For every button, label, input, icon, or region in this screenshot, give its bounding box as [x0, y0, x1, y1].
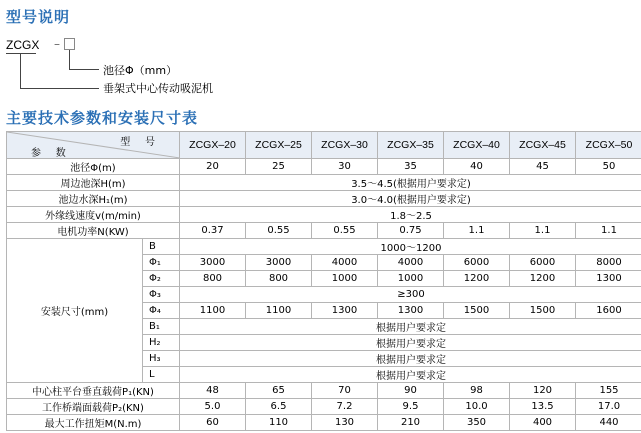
row-label-install: 安装尺寸(mm): [7, 239, 143, 383]
table-cell: 50: [576, 159, 641, 175]
header-model: ZCGX–50: [576, 132, 641, 159]
row-label: 外缘线速度v(m/min): [7, 207, 180, 223]
table-cell: 800: [246, 271, 312, 287]
table-cell: 1.1: [444, 223, 510, 239]
table-row-load-p2: [7, 399, 641, 415]
sub-label: Φ₄: [143, 303, 180, 319]
table-cell: 1300: [312, 303, 378, 319]
header-param-label: 参 数: [31, 148, 72, 159]
table-cell: 3000: [246, 255, 312, 271]
sub-label: H₂: [143, 335, 180, 351]
table-cell: 1600: [576, 303, 641, 319]
table-cell: 0.75: [378, 223, 444, 239]
sub-label: Φ₃: [143, 287, 180, 303]
table-cell: 10.0: [444, 399, 510, 415]
table-row-B: [7, 239, 641, 255]
table-cell: 1100: [246, 303, 312, 319]
table-cell: 1000: [378, 271, 444, 287]
header-model: ZCGX–30: [312, 132, 378, 159]
table-cell-merged: ≥300: [180, 287, 641, 303]
table-cell: 1100: [180, 303, 246, 319]
table-cell: 48: [180, 383, 246, 399]
table-row-load-p1: [7, 383, 641, 399]
table-cell: 3000: [180, 255, 246, 271]
model-dash: –: [54, 37, 60, 51]
table-header-row: [7, 132, 641, 159]
row-label: 池边水深H₁(m): [7, 191, 180, 207]
row-label: 最大工作扭矩M(N.m): [7, 415, 180, 431]
table-cell-merged: 3.5～4.5(根据用户要求定): [180, 175, 641, 191]
sub-label: L: [143, 367, 180, 383]
table-cell: 7.2: [312, 399, 378, 415]
header-model-label: 型 号: [120, 137, 161, 148]
table-cell: 30: [312, 159, 378, 175]
table-cell: 65: [246, 383, 312, 399]
row-label: 电机功率N(KW): [7, 223, 180, 239]
table-cell: 1.1: [576, 223, 641, 239]
section-title-parameters: 主要技术参数和安装尺寸表: [6, 109, 199, 127]
table-cell: 0.55: [246, 223, 312, 239]
table-cell: 6.5: [246, 399, 312, 415]
table-cell: 1500: [510, 303, 576, 319]
table-cell-merged: 3.0～4.0(根据用户要求定): [180, 191, 641, 207]
sub-label: B: [143, 239, 180, 255]
table-cell: 350: [444, 415, 510, 431]
table-cell: 0.37: [180, 223, 246, 239]
header-model: ZCGX–20: [180, 132, 246, 159]
header-diagonal-cell: [7, 132, 180, 159]
sub-label: H₃: [143, 351, 180, 367]
table-cell: 45: [510, 159, 576, 175]
parameter-table: [6, 131, 641, 431]
table-cell: 13.5: [510, 399, 576, 415]
model-code: ZCGX: [6, 38, 40, 52]
sub-label: Φ₂: [143, 271, 180, 287]
table-cell: 5.0: [180, 399, 246, 415]
label-diameter: 池径Φ（mm）: [103, 64, 178, 77]
connector-diameter-horizontal: [69, 69, 99, 70]
table-cell: 155: [576, 383, 641, 399]
table-cell: 1500: [444, 303, 510, 319]
model-code-underline: [6, 53, 36, 54]
table-cell: 1.1: [510, 223, 576, 239]
table-cell: 20: [180, 159, 246, 175]
table-row-depth-h1: [7, 191, 641, 207]
table-cell: 9.5: [378, 399, 444, 415]
connector-type-horizontal: [20, 88, 99, 89]
table-cell-merged: 根据用户要求定: [180, 351, 641, 367]
header-model: ZCGX–40: [444, 132, 510, 159]
table-cell: 0.55: [312, 223, 378, 239]
row-label: 周边池深H(m): [7, 175, 180, 191]
connector-diameter-vertical: [69, 50, 70, 69]
header-model: ZCGX–35: [378, 132, 444, 159]
table-cell: 110: [246, 415, 312, 431]
table-cell: 6000: [444, 255, 510, 271]
table-cell: 60: [180, 415, 246, 431]
table-cell: 8000: [576, 255, 641, 271]
row-label: 工作桥端面载荷P₂(KN): [7, 399, 180, 415]
row-label: 池径Φ(m): [7, 159, 180, 175]
table-cell: 4000: [312, 255, 378, 271]
row-label: 中心柱平台垂直载荷P₁(KN): [7, 383, 180, 399]
table-row-depth-h: [7, 175, 641, 191]
model-placeholder-box: [64, 38, 75, 50]
header-model: ZCGX–45: [510, 132, 576, 159]
table-row-diameter: [7, 159, 641, 175]
label-machine-type: 垂架式中心传动吸泥机: [103, 82, 213, 95]
table-cell: 1300: [378, 303, 444, 319]
table-cell: 1300: [576, 271, 641, 287]
table-cell: 1200: [444, 271, 510, 287]
table-cell-merged: 1000～1200: [180, 239, 641, 255]
header-model: ZCGX–25: [246, 132, 312, 159]
table-cell: 210: [378, 415, 444, 431]
sub-label: Φ₁: [143, 255, 180, 271]
table-cell: 130: [312, 415, 378, 431]
section-title-model-description: 型号说明: [6, 8, 71, 26]
table-cell: 90: [378, 383, 444, 399]
table-cell: 800: [180, 271, 246, 287]
table-cell: 1200: [510, 271, 576, 287]
table-cell: 98: [444, 383, 510, 399]
table-cell: 25: [246, 159, 312, 175]
table-cell: 17.0: [576, 399, 641, 415]
table-cell: 400: [510, 415, 576, 431]
connector-type-vertical: [20, 54, 21, 88]
table-cell: 120: [510, 383, 576, 399]
table-row-speed: [7, 207, 641, 223]
table-cell-merged: 根据用户要求定: [180, 335, 641, 351]
table-cell: 4000: [378, 255, 444, 271]
table-cell: 40: [444, 159, 510, 175]
table-row-torque: [7, 415, 641, 431]
table-cell-merged: 根据用户要求定: [180, 319, 641, 335]
table-row-power: [7, 223, 641, 239]
table-cell: 440: [576, 415, 641, 431]
table-cell: 70: [312, 383, 378, 399]
table-cell: 35: [378, 159, 444, 175]
table-cell-merged: 根据用户要求定: [180, 367, 641, 383]
table-cell-merged: 1.8～2.5: [180, 207, 641, 223]
table-cell: 1000: [312, 271, 378, 287]
sub-label: B₁: [143, 319, 180, 335]
table-cell: 6000: [510, 255, 576, 271]
